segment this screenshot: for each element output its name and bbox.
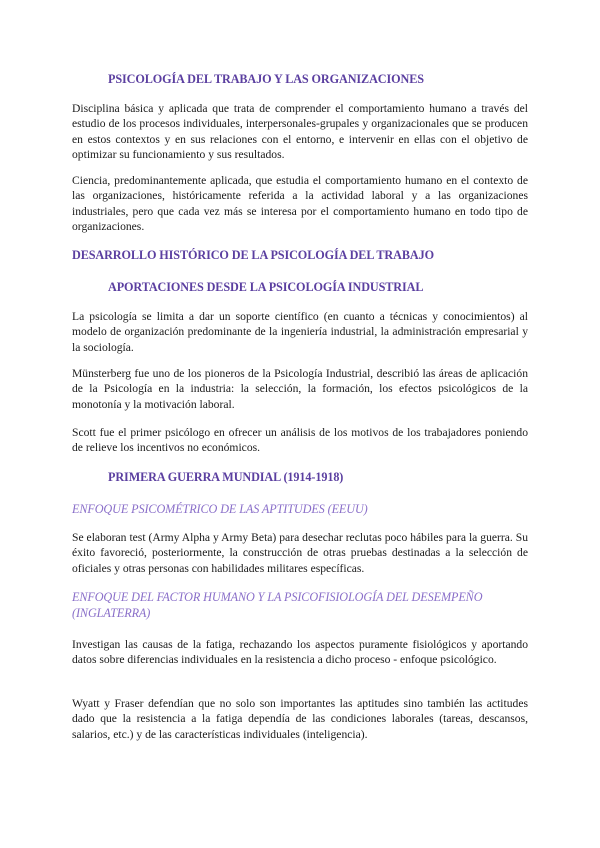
paragraph-scott: Scott fue el primer psicólogo en ofrecer un análisis de los motivos de los trabajadores poniendo de relieve los incentivos no económicos. <box>72 426 528 455</box>
paragraph-definition-1: Disciplina básica y aplicada que trata de comprender el comportamiento humano a través del estudio de los procesos individuales, interpersonales-grupales y organizacionales que se producen en estos contextos y en sus relaciones con el entorno, e intervenir en ellas con el objetivo de optimizar su funcionamiento y sus resultados. <box>72 102 528 162</box>
paragraph-definition-2: Ciencia, predominantemente aplicada, que estudia el comportamiento humano en el contexto de las organizaciones, históricamente referida a la actividad laboral y a las organizaciones industriales, pero que cada vez más se interesa por el comportamiento humano en todo tipo de organizaciones. <box>72 174 528 234</box>
document-title: PSICOLOGÍA DEL TRABAJO Y LAS ORGANIZACIONES <box>108 72 424 86</box>
heading-aportaciones: APORTACIONES DESDE LA PSICOLOGÍA INDUSTRIAL <box>108 280 424 294</box>
heading-desarrollo-historico: DESARROLLO HISTÓRICO DE LA PSICOLOGÍA DEL TRABAJO <box>72 248 434 262</box>
heading-enfoque-factor-humano: ENFOQUE DEL FACTOR HUMANO Y LA PSICOFISIOLOGÍA DEL DESEMPEÑO (INGLATERRA) <box>72 590 483 620</box>
paragraph-munsterberg: Münsterberg fue uno de los pioneros de la Psicología Industrial, describió las áreas de aplicación de la Psicología en la industria: la selección, la formación, los efectos psicológicos de la monotonía y la motivación laboral. <box>72 367 528 411</box>
paragraph-fatiga: Investigan las causas de la fatiga, rechazando los aspectos puramente fisiológicos y aportando datos sobre diferencias individuales en la resistencia a dicho proceso - enfoque psicológico. <box>72 638 528 667</box>
heading-primera-guerra: PRIMERA GUERRA MUNDIAL (1914-1918) <box>108 470 344 484</box>
paragraph-wyatt-fraser: Wyatt y Fraser defendían que no solo son importantes las aptitudes sino también las actitudes dado que la resistencia a la fatiga dependía de las condiciones laborales (tareas, descansos, salarios, etc.) y de las características individuales (inteligencia). <box>72 697 528 741</box>
paragraph-army-tests: Se elaboran test (Army Alpha y Army Beta) para desechar reclutas poco hábiles para la guerra. Su éxito favoreció, posteriormente, la construcción de otras pruebas destinadas a la selección de oficiales y otras personas con habilidades militares específicas. <box>72 531 528 575</box>
heading-enfoque-psicometrico: ENFOQUE PSICOMÉTRICO DE LAS APTITUDES (EEUU) <box>72 502 368 516</box>
paragraph-psicologia-soporte: La psicología se limita a dar un soporte científico (en cuanto a técnicas y conocimientos) al modelo de organización predominante de la ingeniería industrial, la administración empresarial y la sociología. <box>72 310 528 354</box>
